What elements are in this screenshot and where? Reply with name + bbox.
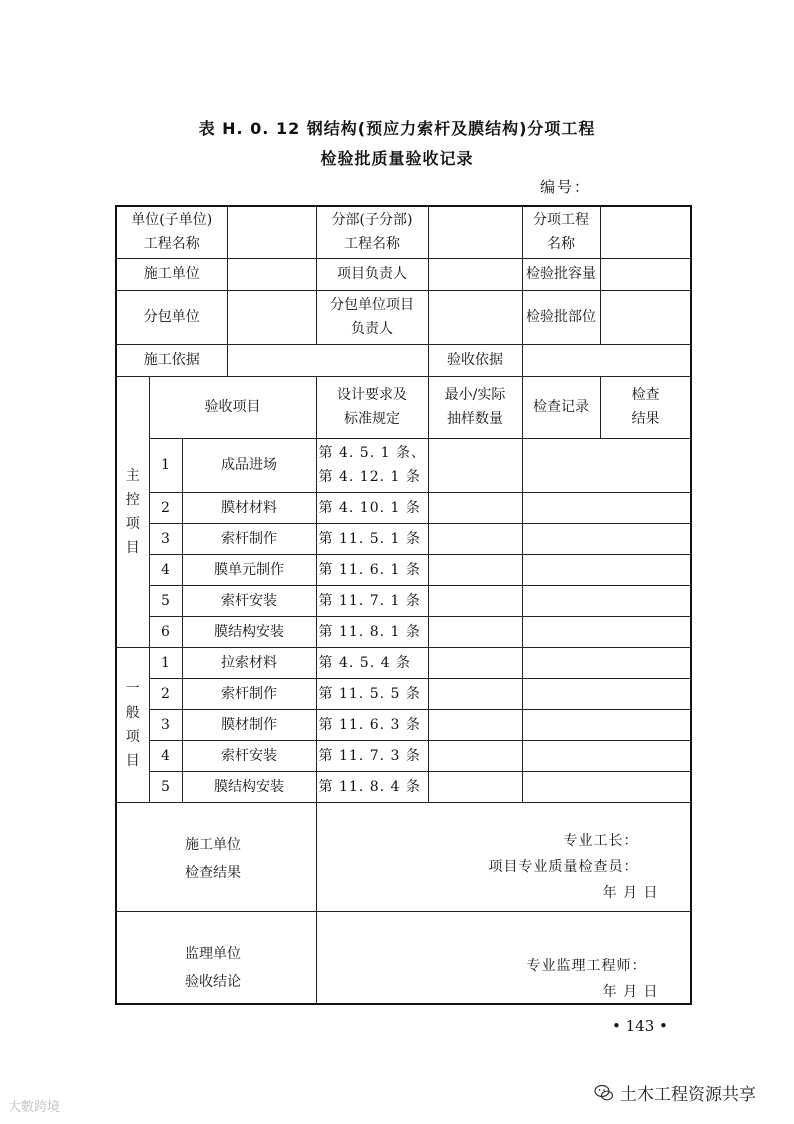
record-cell[interactable] <box>522 647 691 678</box>
supervision-date: 年 月 日 <box>602 983 659 1000</box>
item-name: 索杆安装 <box>182 585 316 616</box>
main-control-label: 主 控 项 目 <box>116 376 149 647</box>
item-number: 6 <box>149 616 182 647</box>
construction-unit-row <box>116 258 691 290</box>
item-clause: 第 4. 10. 1 条 <box>316 492 428 523</box>
supervision-label: 监理单位 验收结论 <box>116 911 316 1004</box>
construction-basis-value[interactable] <box>227 344 428 376</box>
table-row <box>116 438 691 492</box>
item-name: 索杆制作 <box>182 523 316 554</box>
source-watermark <box>594 1080 756 1105</box>
sample-cell[interactable] <box>428 616 522 647</box>
project-name-row <box>116 206 691 258</box>
unit-project-name-label: 单位(子单位) 工程名称 <box>116 206 227 258</box>
item-number: 2 <box>149 492 182 523</box>
record-cell[interactable] <box>522 492 691 523</box>
division-project-name-value[interactable] <box>428 206 522 258</box>
basis-row <box>116 344 691 376</box>
record-cell[interactable] <box>522 616 691 647</box>
subcontract-leader-label: 分包单位项目 负责人 <box>316 290 428 344</box>
item-name: 膜材材料 <box>182 492 316 523</box>
item-number: 1 <box>149 647 182 678</box>
construction-unit-label: 施工单位 <box>116 258 227 290</box>
column-design-header: 设计要求及 标准规定 <box>316 376 428 438</box>
item-number: 4 <box>149 740 182 771</box>
item-clause: 第 4. 5. 4 条 <box>316 647 428 678</box>
item-clause: 第 4. 5. 1 条、 第 4. 12. 1 条 <box>316 438 428 492</box>
item-clause: 第 11. 8. 1 条 <box>316 616 428 647</box>
record-cell[interactable] <box>522 554 691 585</box>
item-clause: 第 11. 7. 1 条 <box>316 585 428 616</box>
subcontract-unit-value[interactable] <box>227 290 316 344</box>
project-leader-label: 项目负责人 <box>316 258 428 290</box>
supervising-engineer-label: 专业监理工程师： <box>526 957 647 974</box>
supervision-area[interactable] <box>316 911 691 1004</box>
sub-project-name-value[interactable] <box>600 206 691 258</box>
item-name: 膜单元制作 <box>182 554 316 585</box>
construction-check-label: 施工单位 检查结果 <box>116 802 316 911</box>
sample-cell[interactable] <box>428 585 522 616</box>
inspection-record-table <box>115 205 692 1005</box>
sub-project-name-label: 分项工程 名称 <box>522 206 600 258</box>
item-number: 5 <box>149 771 182 802</box>
batch-location-value[interactable] <box>600 290 691 344</box>
inspector-label: 项目专业质量检查员： <box>488 858 639 875</box>
sample-cell[interactable] <box>428 438 522 492</box>
sample-cell[interactable] <box>428 492 522 523</box>
column-header-row <box>116 376 691 438</box>
acceptance-basis-label: 验收依据 <box>428 344 522 376</box>
item-number: 4 <box>149 554 182 585</box>
form-title-line1: 表 H. 0. 12 钢结构(预应力索杆及膜结构)分项工程 <box>198 119 596 138</box>
foreman-label: 专业工长： <box>563 832 639 849</box>
sample-cell[interactable] <box>428 771 522 802</box>
item-clause: 第 11. 6. 1 条 <box>316 554 428 585</box>
general-items-label: 一 般 项 目 <box>116 647 149 802</box>
record-cell[interactable] <box>522 585 691 616</box>
record-cell[interactable] <box>522 438 691 492</box>
item-number: 5 <box>149 585 182 616</box>
construction-check-area[interactable] <box>316 802 691 911</box>
item-number: 1 <box>149 438 182 492</box>
item-name: 索杆安装 <box>182 740 316 771</box>
record-cell[interactable] <box>522 771 691 802</box>
division-project-name-label: 分部(子分部) 工程名称 <box>316 206 428 258</box>
column-result-header: 检查 结果 <box>600 376 691 438</box>
table-row <box>116 709 691 740</box>
table-row <box>116 554 691 585</box>
construction-unit-value[interactable] <box>227 258 316 290</box>
wechat-icon <box>594 1083 614 1103</box>
unit-project-name-value[interactable] <box>227 206 316 258</box>
sample-cell[interactable] <box>428 554 522 585</box>
table-row <box>116 740 691 771</box>
page-number: • 143 • <box>612 1017 668 1035</box>
table-row <box>116 647 691 678</box>
construction-basis-label: 施工依据 <box>116 344 227 376</box>
item-number: 3 <box>149 709 182 740</box>
item-number: 3 <box>149 523 182 554</box>
record-cell[interactable] <box>522 740 691 771</box>
table-row <box>116 523 691 554</box>
column-item-header: 验收项目 <box>149 376 316 438</box>
column-sample-header: 最小/实际 抽样数量 <box>428 376 522 438</box>
item-name: 成品进场 <box>182 438 316 492</box>
construction-check-row <box>116 802 691 911</box>
form-title-line2: 检验批质量验收记录 <box>320 149 474 168</box>
record-cell[interactable] <box>522 523 691 554</box>
construction-date: 年 月 日 <box>602 884 659 901</box>
column-record-header: 检查记录 <box>522 376 600 438</box>
batch-capacity-label: 检验批容量 <box>522 258 600 290</box>
record-cell[interactable] <box>522 709 691 740</box>
item-clause: 第 11. 5. 1 条 <box>316 523 428 554</box>
corner-watermark: 大數跨境 <box>8 1100 61 1115</box>
supervision-row <box>116 911 691 1004</box>
subcontract-leader-value[interactable] <box>428 290 522 344</box>
item-clause: 第 11. 7. 3 条 <box>316 740 428 771</box>
sample-cell[interactable] <box>428 678 522 709</box>
subcontract-unit-label: 分包单位 <box>116 290 227 344</box>
table-row <box>116 492 691 523</box>
sample-cell[interactable] <box>428 647 522 678</box>
sample-cell[interactable] <box>428 740 522 771</box>
source-name: 土木工程资源共享 <box>620 1085 756 1105</box>
sample-cell[interactable] <box>428 709 522 740</box>
batch-location-label: 检验批部位 <box>522 290 600 344</box>
item-name: 索杆制作 <box>182 678 316 709</box>
batch-capacity-value[interactable] <box>600 258 691 290</box>
item-name: 拉索材料 <box>182 647 316 678</box>
subcontract-row <box>116 290 691 344</box>
item-clause: 第 11. 6. 3 条 <box>316 709 428 740</box>
acceptance-basis-value[interactable] <box>522 344 691 376</box>
serial-number-label: 编号： <box>540 178 592 196</box>
project-leader-value[interactable] <box>428 258 522 290</box>
item-name: 膜结构安装 <box>182 771 316 802</box>
item-name: 膜材制作 <box>182 709 316 740</box>
item-clause: 第 11. 8. 4 条 <box>316 771 428 802</box>
record-cell[interactable] <box>522 678 691 709</box>
item-name: 膜结构安装 <box>182 616 316 647</box>
table-row <box>116 585 691 616</box>
table-row <box>116 616 691 647</box>
table-row <box>116 771 691 802</box>
item-clause: 第 11. 5. 5 条 <box>316 678 428 709</box>
item-number: 2 <box>149 678 182 709</box>
sample-cell[interactable] <box>428 523 522 554</box>
table-row <box>116 678 691 709</box>
